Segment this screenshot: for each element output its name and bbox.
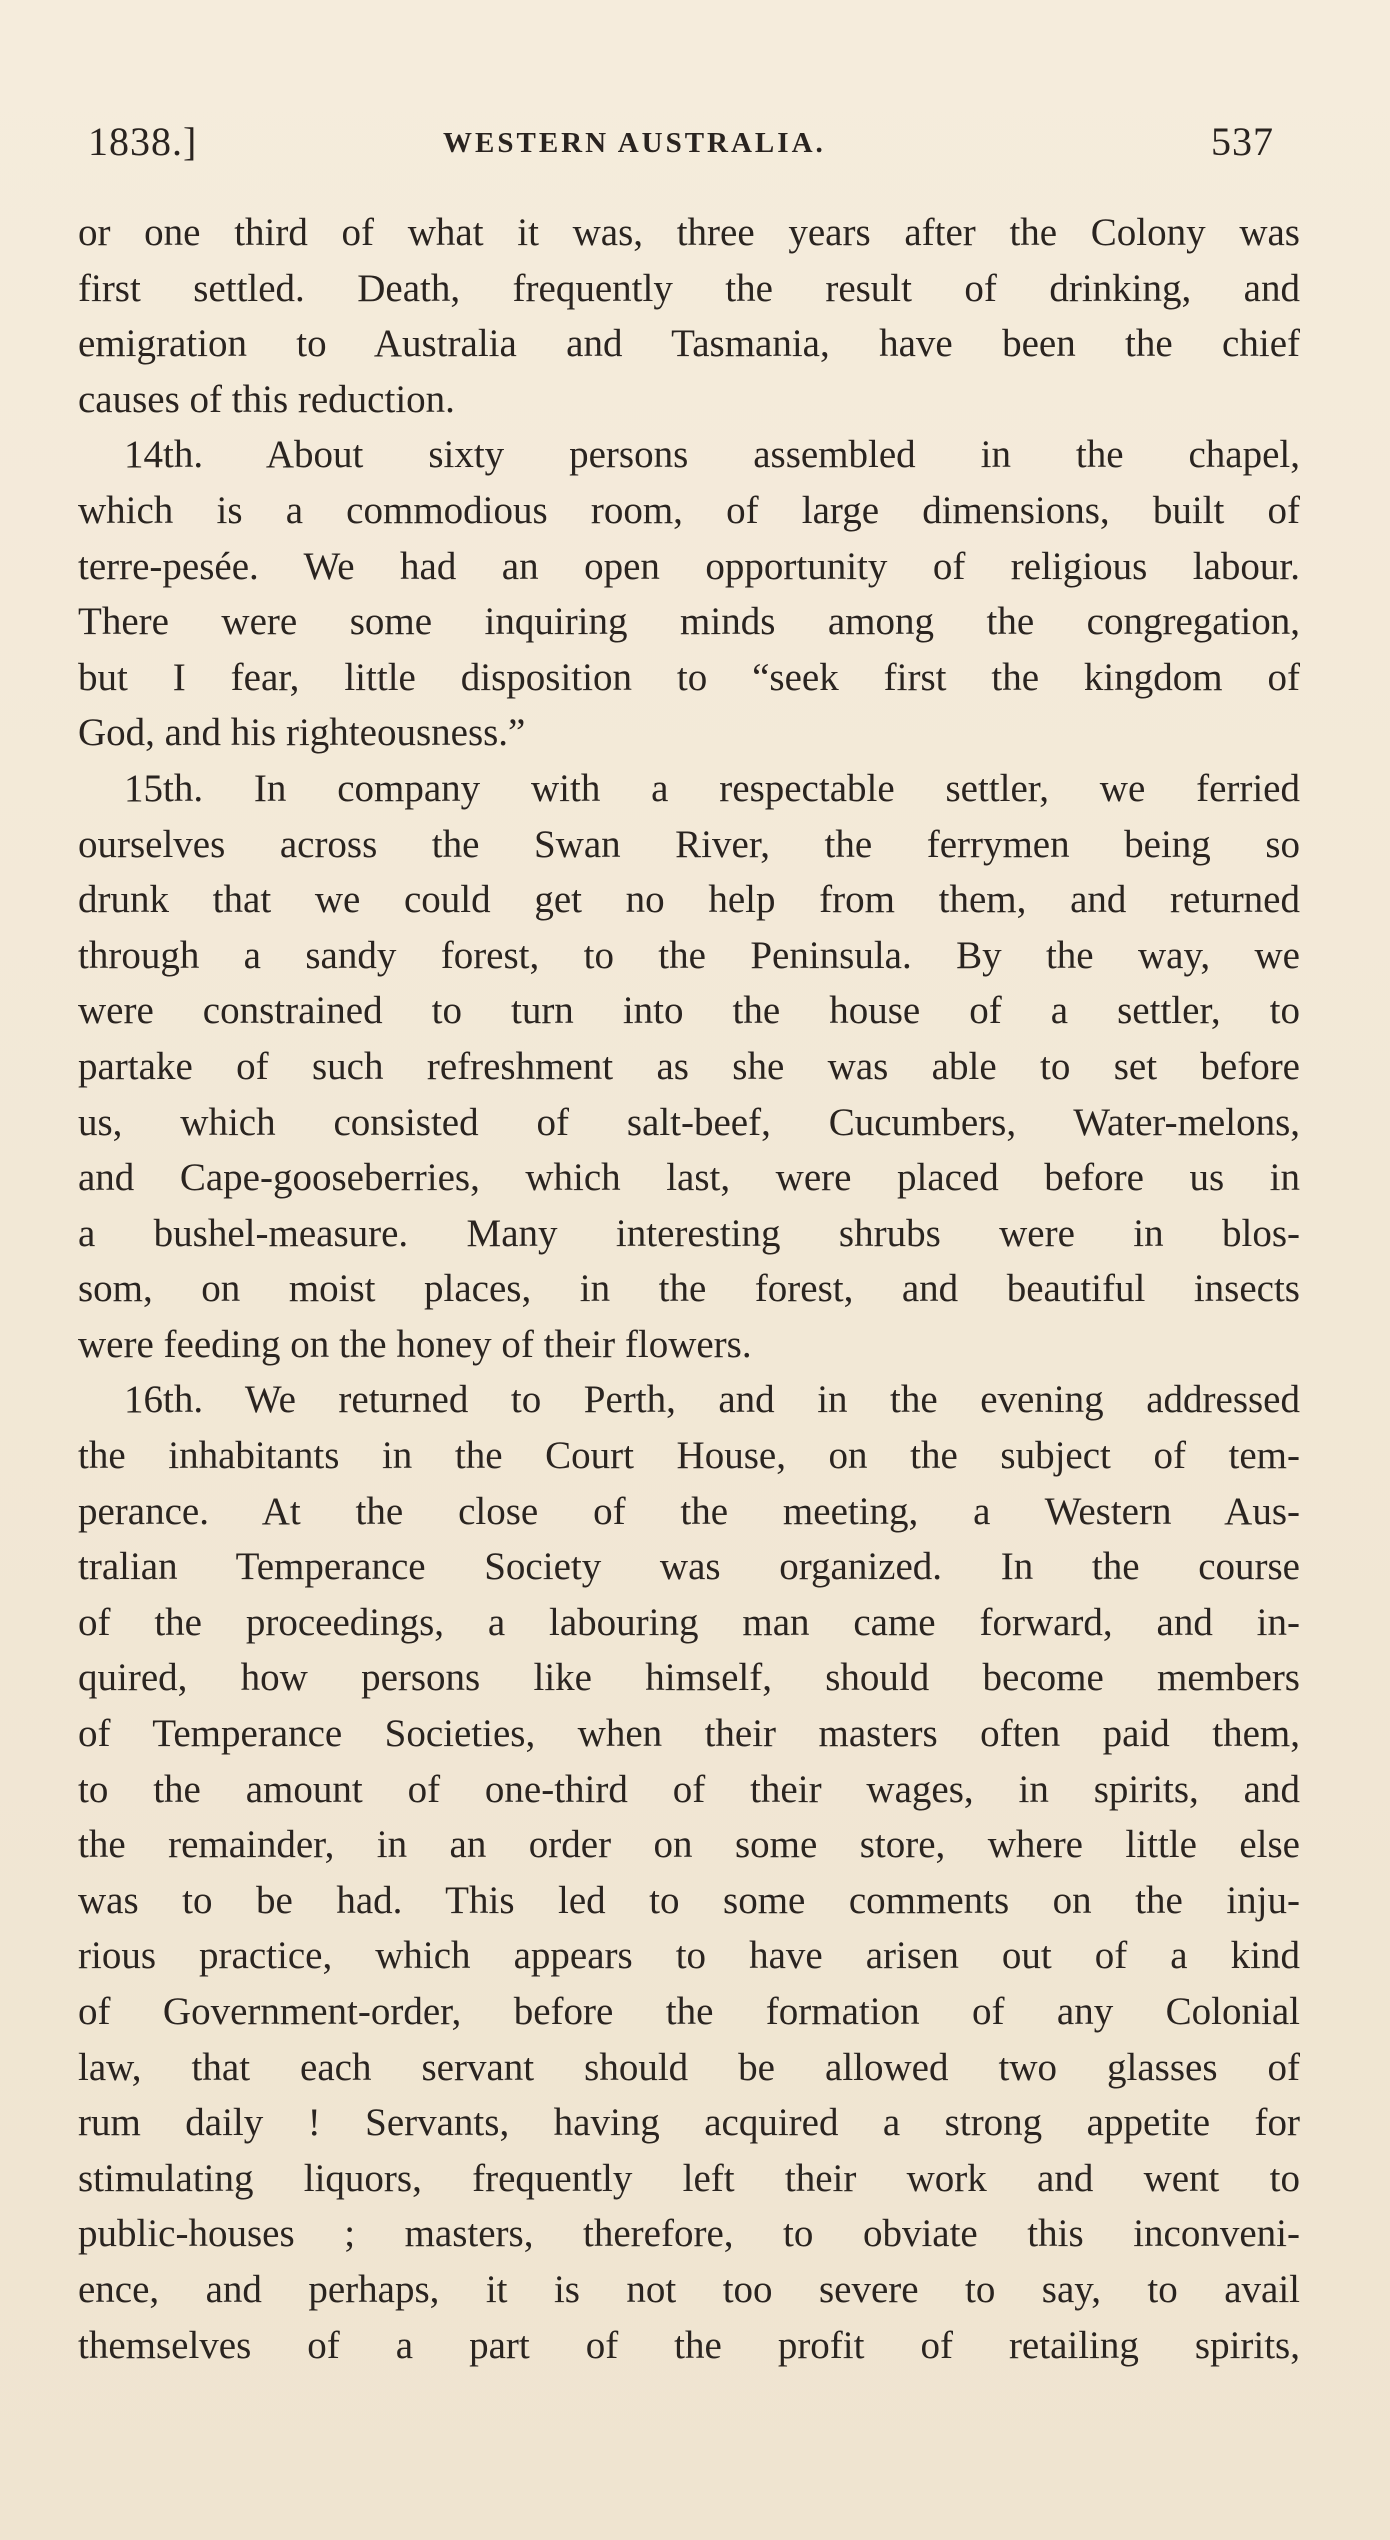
text-line: There were some inquiring minds among the congregation, <box>78 600 1300 644</box>
text-line: and Cape-gooseberries, which last, were placed before us in <box>78 1156 1300 1200</box>
text-line: terre-pesée. We had an open opportunity of religious labour. <box>78 544 1300 588</box>
text-line: the inhabitants in the Court House, on the subject of tem- <box>78 1434 1300 1478</box>
text-line: of Government-order, before the formation of any Colonial <box>78 1990 1300 2033</box>
text-line: were feeding on the honey of their flowers. <box>78 1322 752 1366</box>
text-line: ence, and perhaps, it is not too severe to say, to avail <box>78 2267 1300 2311</box>
text-line: perance. At the close of the meeting, a Western Aus- <box>78 1489 1300 1533</box>
text-line: of Temperance Societies, when their masters often paid them, <box>78 1712 1300 1756</box>
text-line: us, which consisted of salt-beef, Cucumbers, Water-melons, <box>78 1100 1300 1144</box>
page-number: 537 <box>1211 119 1274 164</box>
text-line: 15th. In company with a respectable settler, we ferried <box>124 766 1300 810</box>
text-line: 14th. About sixty persons assembled in the chapel, <box>124 433 1300 477</box>
text-line: themselves of a part of the profit of retailing spirits, <box>78 2323 1300 2367</box>
text-line: were constrained to turn into the house of a settler, to <box>78 989 1300 1033</box>
text-line: public-houses ; masters, therefore, to obviate this inconveni- <box>78 2212 1300 2256</box>
text-line: stimulating liquors, frequently left their work and went to <box>78 2156 1300 2200</box>
text-line: or one third of what it was, three years after the Colony was <box>78 211 1300 254</box>
text-line: was to be had. This led to some comments on the inju- <box>78 1878 1300 1922</box>
body-text <box>78 205 1300 2373</box>
text-line: through a sandy forest, to the Peninsula. By the way, we <box>78 933 1300 977</box>
header-title: WESTERN AUSTRALIA. <box>443 127 826 159</box>
text-line: first settled. Death, frequently the result of drinking, and <box>78 266 1300 310</box>
text-line: drunk that we could get no help from them, and returned <box>78 878 1300 922</box>
text-line: God, and his righteousness.” <box>78 711 526 755</box>
text-line: emigration to Australia and Tasmania, have been the chief <box>78 322 1300 366</box>
text-line: the remainder, in an order on some store, where little else <box>78 1823 1300 1867</box>
text-line: of the proceedings, a labouring man came forward, and in- <box>78 1600 1300 1644</box>
text-line: rum daily ! Servants, having acquired a strong appetite for <box>78 2101 1300 2145</box>
text-line: ourselves across the Swan River, the ferrymen being so <box>78 822 1300 866</box>
text-line: rious practice, which appears to have arisen out of a kind <box>78 1934 1300 1978</box>
running-head <box>78 118 1288 168</box>
text-line: tralian Temperance Society was organized. In the course <box>78 1545 1300 1589</box>
text-line: quired, how persons like himself, should become members <box>78 1656 1300 1700</box>
text-line: som, on moist places, in the forest, and beautiful insects <box>78 1267 1300 1311</box>
text-line: a bushel-measure. Many interesting shrubs were in blos- <box>78 1211 1300 1255</box>
header-year: 1838.] <box>88 119 198 164</box>
text-line: which is a commodious room, of large dimensions, built of <box>78 488 1300 532</box>
text-line: partake of such refreshment as she was able to set before <box>78 1044 1300 1088</box>
text-line: 16th. We returned to Perth, and in the evening addressed <box>124 1378 1300 1422</box>
text-line: law, that each servant should be allowed two glasses of <box>78 2045 1300 2089</box>
text-line: but I fear, little disposition to “seek first the kingdom of <box>78 655 1300 699</box>
text-line: to the amount of one-third of their wages, in spirits, and <box>78 1767 1300 1811</box>
text-line: causes of this reduction. <box>78 377 455 421</box>
